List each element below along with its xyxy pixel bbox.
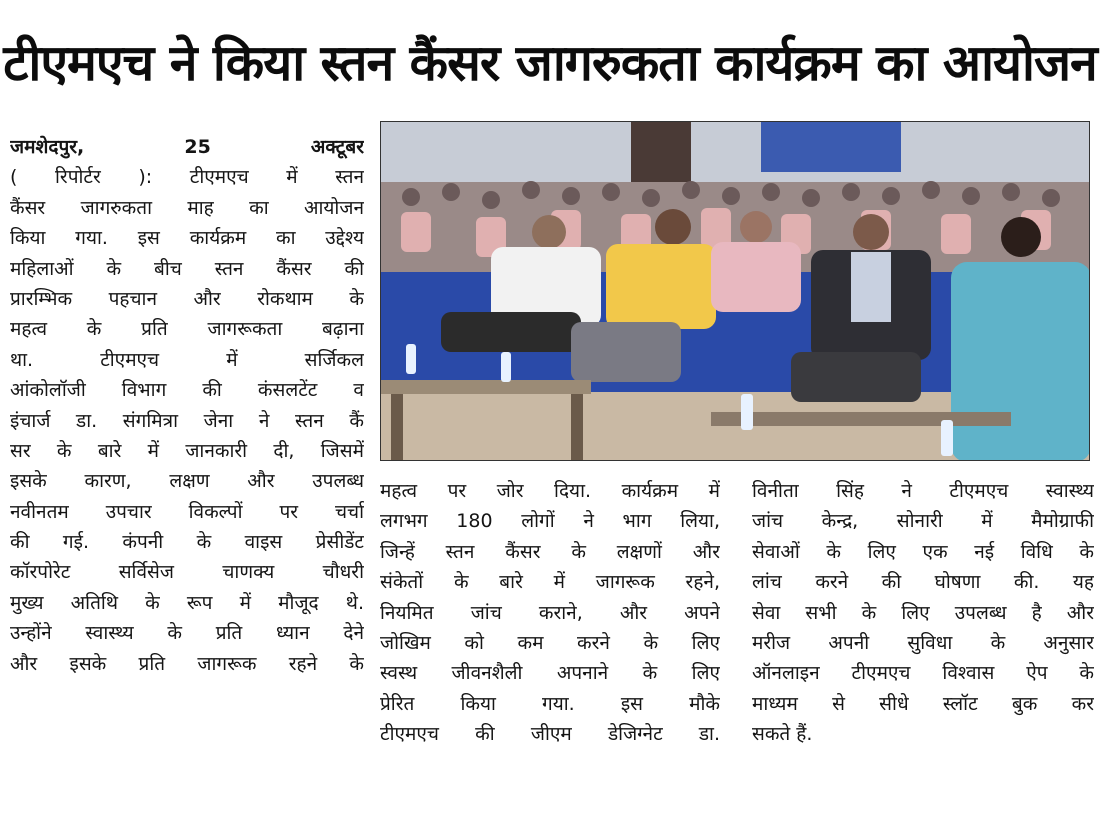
article-line: उन्होंने स्वास्थ्य के प्रति ध्यान देने — [10, 622, 364, 645]
dateline: जमशेदपुर, 25 अक्टूबर — [10, 136, 364, 158]
article-line: माध्यम से सीधे स्लॉट बुक कर — [752, 692, 1094, 715]
article-line: ( रिपोर्टर ): टीएमएच में स्तन — [10, 166, 364, 189]
event-photo — [380, 121, 1090, 461]
article-line: संकेतों के बारे में जागरूक रहने, — [380, 571, 720, 594]
article-line: नवीनतम उपचार विकल्पों पर चर्चा — [10, 500, 364, 523]
article-column-3 — [752, 476, 1094, 750]
article-line: और इसके प्रति जागरूक रहने के — [10, 652, 364, 675]
article-line: सेवाओं के लिए एक नई विधि के — [752, 540, 1094, 563]
article-line: लगभग 180 लोगों ने भाग लिया, — [380, 510, 720, 533]
article-line: विनीता सिंह ने टीएमएच स्वास्थ्य — [752, 480, 1094, 502]
article-line: प्रारम्भिक पहचान और रोकथाम के — [10, 287, 364, 310]
article-line: जोखिम को कम करने के लिए — [380, 631, 720, 654]
article-line: मरीज अपनी सुविधा के अनुसार — [752, 631, 1094, 654]
headline: टीएमएच ने किया स्तन कैंसर जागरुकता कार्यक्रम का आयोजन — [3, 34, 1097, 92]
article-line: सकते हैं. — [752, 723, 813, 746]
article-line: कॉरपोरेट सर्विसेज चाणक्य चौधरी — [10, 561, 364, 584]
article-line: मुख्य अतिथि के रूप में मौजूद थे. — [10, 591, 364, 614]
article-line: महिलाओं के बीच स्तन कैंसर की — [10, 257, 364, 280]
article-line: ऑनलाइन टीएमएच विश्वास ऐप के — [752, 662, 1094, 685]
article-line: जिन्हें स्तन कैंसर के लक्षणों और — [380, 540, 720, 563]
article-line: आंकोलॉजी विभाग की कंसलटेंट व — [10, 379, 364, 402]
article-column-2 — [380, 476, 720, 750]
article-line: किया गया. इस कार्यक्रम का उद्देश्य — [10, 227, 364, 250]
article-line: था. टीएमएच में सर्जिकल — [10, 348, 364, 371]
article-line: महत्व पर जोर दिया. कार्यक्रम में — [380, 480, 720, 502]
article-line: इंचार्ज डा. संगमित्रा जेना ने स्तन कैं — [10, 409, 364, 432]
article-line: की गई. कंपनी के वाइस प्रेसीडेंट — [10, 531, 364, 554]
article-line: महत्व के प्रति जागरूकता बढ़ाना — [10, 318, 364, 341]
article-line: टीएमएच की जीएम डेजिग्नेट डा. — [380, 723, 720, 746]
article-line: प्रेरित किया गया. इस मौके — [380, 692, 720, 715]
article-line: सेवा सभी के लिए उपलब्ध है और — [752, 601, 1094, 624]
article-line: जांच केन्द्र, सोनारी में मैमोग्राफी — [752, 510, 1094, 533]
article-line: नियमित जांच कराने, और अपने — [380, 601, 720, 624]
article-column-1 — [10, 132, 364, 679]
article-line: इसके कारण, लक्षण और उपलब्ध — [10, 470, 364, 493]
article-line: कैंसर जागरुकता माह का आयोजन — [10, 196, 364, 219]
event-photo-illustration — [381, 122, 1090, 461]
article-line: स्वस्थ जीवनशैली अपनाने के लिए — [380, 662, 720, 685]
article-line: सर के बारे में जानकारी दी, जिसमें — [10, 439, 364, 462]
article-line: लांच करने की घोषणा की. यह — [752, 571, 1094, 594]
